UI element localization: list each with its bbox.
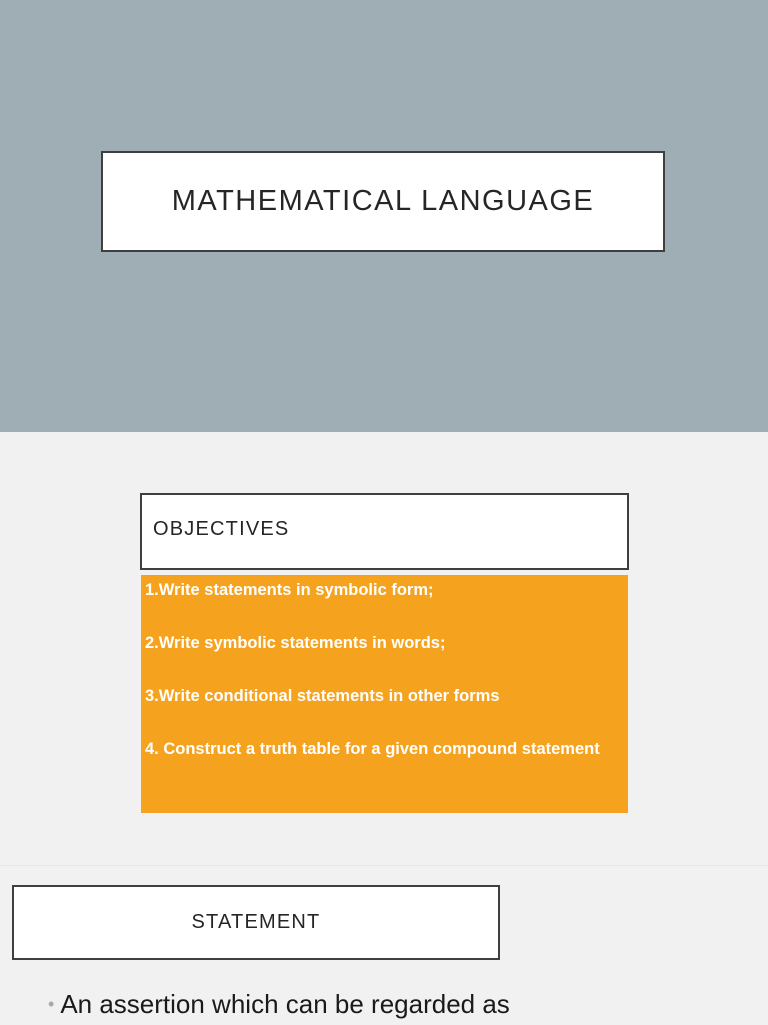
bullet-item xyxy=(48,989,510,1020)
slide-statement xyxy=(0,865,768,1025)
slide-objectives xyxy=(0,432,768,864)
bullet-icon: • xyxy=(48,994,55,1014)
objectives-heading: OBJECTIVES xyxy=(153,518,290,540)
slide-title-text: MATHEMATICAL LANGUAGE xyxy=(171,185,595,217)
title-box xyxy=(101,151,665,252)
slide-title xyxy=(0,0,768,432)
objective-item: 2.Write symbolic statements in words; xyxy=(145,634,446,652)
objective-item: 3.Write conditional statements in other forms xyxy=(145,687,500,705)
objectives-list xyxy=(141,575,628,813)
statement-heading: STATEMENT xyxy=(191,911,321,933)
bullet-text: An assertion which can be regarded as xyxy=(60,989,510,1019)
objectives-heading-box xyxy=(140,493,629,570)
objective-item: 1.Write statements in symbolic form; xyxy=(145,581,434,599)
statement-heading-box xyxy=(12,885,500,960)
objective-item: 4. Construct a truth table for a given compound statement xyxy=(145,740,600,758)
